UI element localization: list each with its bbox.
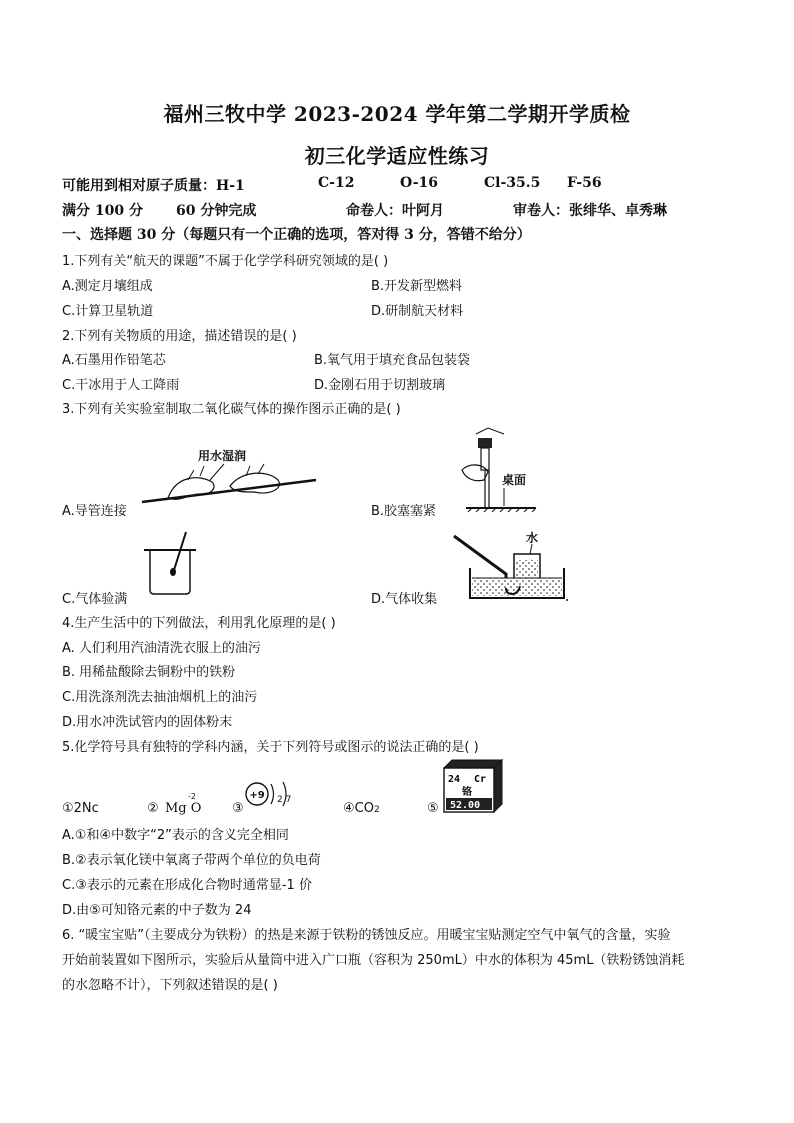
- question-6-line-1: 6. “暖宝宝贴”（主要成分为铁粉）的热是来源于铁粉的锈蚀反应。用暖宝宝贴测定空气中氧气的含量，实验: [62, 928, 671, 943]
- cube-element-name: 铬: [462, 787, 472, 798]
- question-2-option-a: A.石墨用作铅笔芯: [62, 353, 166, 368]
- question-1-option-a: A.测定月壤组成: [62, 279, 153, 294]
- element-cube: [440, 758, 506, 814]
- author: 命卷人：叶阿月: [346, 203, 444, 219]
- question-6-line-2: 开始前装置如下图所示，实验后从量筒中进入广口瓶（容积为 250mL）中水的体积为 45mL（铁粉锈蚀消耗: [62, 953, 685, 968]
- question-4-stem: 4.生产生活中的下列做法，利用乳化原理的是( ): [62, 616, 336, 631]
- atomic-mass-c: C-12: [318, 175, 355, 191]
- question-5-option-c: C.③表示的元素在形成化合物时通常显-1 价: [62, 878, 312, 893]
- symbol-item-1: ①2Nc: [62, 801, 99, 816]
- question-3-stem: 3.下列有关实验室制取二氧化碳气体的操作图示正确的是( ): [62, 402, 401, 417]
- symbol-item-5-label: ⑤: [427, 801, 439, 816]
- symbol-item-4-subscript: 2: [373, 805, 380, 815]
- nucleus-charge: +9: [249, 790, 265, 801]
- symbol-item-4-text: ④CO: [343, 801, 374, 816]
- cube-atomic-number: 24: [448, 774, 461, 785]
- question-1-option-b: B.开发新型燃料: [371, 279, 463, 294]
- figure-a-label: 用水湿润: [198, 449, 247, 463]
- figure-tube-connection: [138, 440, 318, 510]
- symbol-item-2-label: ②: [147, 801, 159, 816]
- question-4-option-d: D.用水冲洗试管内的固体粉末: [62, 715, 233, 730]
- cube-atomic-mass: 52.00: [450, 800, 481, 811]
- atomic-mass-cl: Cl-35.5: [484, 175, 541, 191]
- question-1-stem: 1.下列有关“航天的课题”不属于化学学科研究领域的是( ): [62, 254, 389, 269]
- question-4-option-a: A. 人们利用汽油清洗衣服上的油污: [62, 641, 261, 656]
- question-4-option-b: B. 用稀盐酸除去铜粉中的铁粉: [62, 665, 236, 680]
- question-5-option-b: B.②表示氧化镁中氧离子带两个单位的负电荷: [62, 853, 321, 868]
- symbol-item-2-formula: Mg O: [165, 801, 202, 816]
- question-4-option-c: C.用洗涤剂洗去抽油烟机上的油污: [62, 690, 258, 705]
- question-3-option-a: A.导管连接: [62, 504, 127, 519]
- symbol-item-4: [343, 801, 380, 816]
- figure-gas-collection: [446, 528, 570, 604]
- atomic-mass-label: 可能用到相对原子质量：H-1: [62, 178, 245, 194]
- question-2-option-d: D.金刚石用于切割玻璃: [314, 378, 446, 393]
- figure-stopper-table: [440, 424, 540, 518]
- question-3-option-b: B.胶塞塞紧: [371, 504, 437, 519]
- atomic-mass-o: O-16: [400, 175, 439, 191]
- section-heading: 一、选择题 30 分（每题只有一个正确的选项，答对得 3 分，答错不给分）: [62, 227, 531, 243]
- symbol-item-2-charge: -2: [188, 792, 196, 801]
- figure-d-label: 水: [526, 531, 539, 545]
- question-2-option-c: C.干冰用于人工降雨: [62, 378, 180, 393]
- symbol-item-3-label: ③: [232, 801, 244, 816]
- question-3-option-d: D.气体收集: [371, 592, 438, 607]
- question-6-line-3: 的水忽略不计），下列叙述错误的是( ): [62, 978, 278, 993]
- question-3-option-c: C.气体验满: [62, 592, 128, 607]
- atomic-structure-diagram: [243, 776, 299, 812]
- question-1-option-c: C.计算卫星轨道: [62, 304, 154, 319]
- reviewer: 审卷人：张绯华、卓秀琳: [513, 203, 667, 219]
- figure-b-label: 桌面: [502, 473, 527, 487]
- question-5-option-a: A.①和④中数字“2”表示的含义完全相同: [62, 828, 289, 843]
- exam-title: 福州三牧中学 2023-2024 学年第二学期开学质检: [163, 102, 631, 126]
- electron-shells: 2 7: [277, 795, 292, 805]
- question-5-stem: 5.化学符号具有独特的学科内涵，关于下列符号或图示的说法正确的是( ): [62, 740, 479, 755]
- time-limit: 60 分钟完成: [176, 203, 257, 219]
- atomic-mass-f: F-56: [567, 175, 602, 191]
- exam-subtitle: 初三化学适应性练习: [304, 144, 490, 168]
- question-2-stem: 2.下列有关物质的用途，描述错误的是( ): [62, 329, 297, 344]
- question-2-option-b: B.氧气用于填充食品包装袋: [314, 353, 471, 368]
- question-1-option-d: D.研制航天材料: [371, 304, 464, 319]
- cube-symbol: Cr: [474, 774, 487, 785]
- figure-gas-test: [140, 528, 200, 598]
- question-5-option-d: D.由⑤可知铬元素的中子数为 24: [62, 903, 252, 918]
- full-score: 满分 100 分: [62, 203, 143, 219]
